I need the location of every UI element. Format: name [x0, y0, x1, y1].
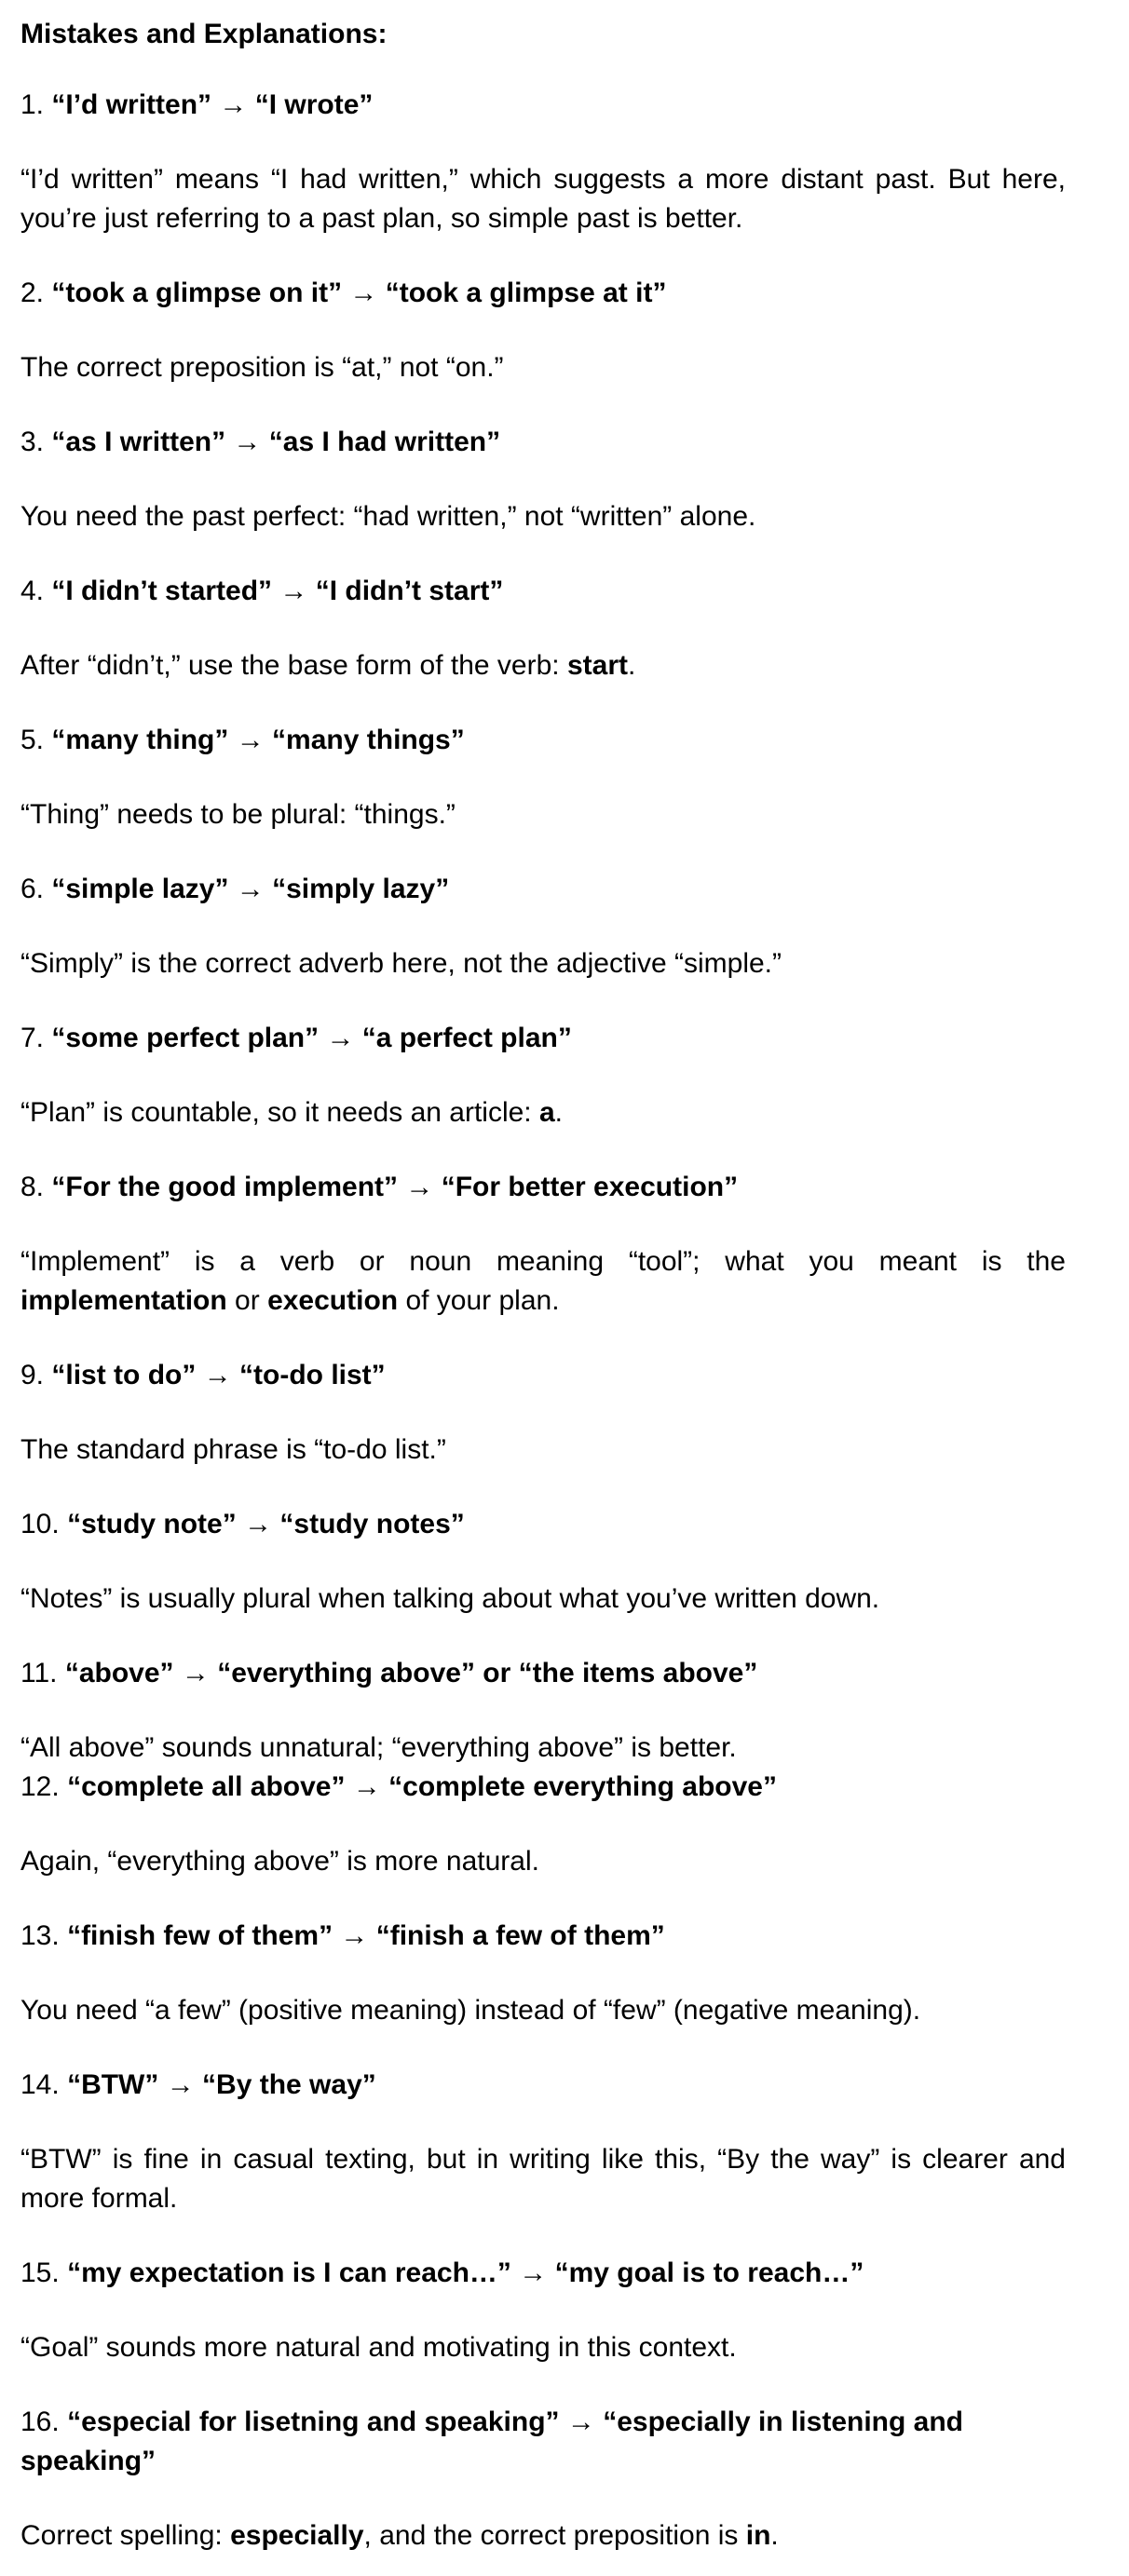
mistake-title-3	[20, 423, 1066, 462]
correction-text: “especial for lisetning and speaking” → “especially in listening and speaking”	[20, 2407, 963, 2476]
mistake-title-16	[20, 2403, 1066, 2481]
explanation-1	[20, 160, 1066, 238]
explanation-text: “Thing” needs to be plural: “things.”	[20, 799, 456, 830]
item-number: 10.	[20, 1509, 60, 1539]
explanation-text: “Goal” sounds more natural and motivating in this context.	[20, 2332, 737, 2363]
item-number: 5.	[20, 725, 45, 755]
mistake-title-13	[20, 1917, 1066, 1956]
correction-text: “complete all above” → “complete everything above”	[67, 1771, 777, 1802]
mistake-title-15	[20, 2254, 1066, 2293]
explanation-text: “Plan” is countable, so it needs an article:	[20, 1097, 539, 1128]
document-page	[0, 15, 1129, 2556]
item-number: 13.	[20, 1920, 60, 1951]
explanation-text: .	[627, 650, 636, 681]
explanation-text: .	[770, 2520, 779, 2551]
explanation-2	[20, 348, 1066, 387]
explanation-8	[20, 1242, 1066, 1321]
explanation-text: Correct spelling:	[20, 2520, 231, 2551]
page-heading: Mistakes and Explanations:	[20, 19, 388, 49]
emphasis-text: in	[745, 2520, 771, 2551]
explanation-5	[20, 795, 1066, 834]
explanation-text: You need “a few” (positive meaning) instead of “few” (negative meaning).	[20, 1995, 921, 2026]
mistakes-list	[20, 86, 1066, 2556]
correction-text: “simple lazy” → “simply lazy”	[51, 874, 450, 904]
item-number: 7.	[20, 1023, 45, 1053]
explanation-15	[20, 2328, 1066, 2367]
emphasis-text: a	[538, 1097, 555, 1128]
explanation-text: “All above” sounds unnatural; “everything above” is better.	[20, 1732, 737, 1763]
correction-text: “finish few of them” → “finish a few of them”	[67, 1920, 665, 1951]
mistake-title-12	[20, 1768, 1066, 1807]
item-number: 3.	[20, 427, 45, 457]
mistake-title-14	[20, 2066, 1066, 2105]
explanation-text: “I’d written” means “I had written,” which suggests a more distant past. But here, you’re just referring to a past plan, so simple past is better.	[20, 164, 1066, 234]
correction-text: “For the good implement” → “For better execution”	[51, 1172, 739, 1202]
emphasis-text: especially	[230, 2520, 364, 2551]
item-number: 9.	[20, 1360, 45, 1390]
explanation-9	[20, 1430, 1066, 1470]
mistake-title-9	[20, 1356, 1066, 1395]
mistake-title-11	[20, 1654, 1066, 1693]
correction-text: “many thing” → “many things”	[51, 725, 465, 755]
correction-text: “study note” → “study notes”	[67, 1509, 465, 1539]
explanation-text: of your plan.	[398, 1285, 560, 1316]
explanation-10	[20, 1579, 1066, 1619]
explanation-6	[20, 944, 1066, 983]
item-number: 1.	[20, 89, 45, 120]
explanation-text: , and the correct preposition is	[363, 2520, 746, 2551]
mistake-title-2	[20, 274, 1066, 313]
explanation-14	[20, 2140, 1066, 2218]
explanation-text: After “didn’t,” use the base form of the verb:	[20, 650, 567, 681]
mistake-title-4	[20, 572, 1066, 611]
correction-text: “took a glimpse on it” → “took a glimpse at it”	[51, 278, 667, 308]
explanation-text: Again, “everything above” is more natural.	[20, 1846, 539, 1877]
correction-text: “my expectation is I can reach…” → “my goal is to reach…”	[67, 2257, 864, 2288]
correction-text: “I’d written” → “I wrote”	[51, 89, 374, 120]
correction-text: “as I written” → “as I had written”	[51, 427, 501, 457]
explanation-text: The correct preposition is “at,” not “on.”	[20, 352, 504, 383]
correction-text: “list to do” → “to-do list”	[51, 1360, 386, 1390]
mistake-title-1	[20, 86, 1066, 125]
item-number: 15.	[20, 2257, 60, 2288]
item-number: 4.	[20, 576, 45, 606]
item-number: 8.	[20, 1172, 45, 1202]
explanation-text: .	[554, 1097, 563, 1128]
item-number: 6.	[20, 874, 45, 904]
emphasis-text: start	[566, 650, 628, 681]
explanation-text: “BTW” is fine in casual texting, but in writing like this, “By the way” is clearer and more formal.	[20, 2144, 1066, 2214]
emphasis-text: execution	[267, 1285, 399, 1316]
explanation-text: “Implement” is a verb or noun meaning “tool”; what you meant is the	[20, 1246, 1066, 1277]
explanation-13	[20, 1991, 1066, 2030]
mistake-title-5	[20, 721, 1066, 760]
correction-text: “some perfect plan” → “a perfect plan”	[51, 1023, 572, 1053]
explanation-text: The standard phrase is “to-do list.”	[20, 1434, 446, 1465]
item-number: 16.	[20, 2407, 60, 2437]
correction-text: “above” → “everything above” or “the items above”	[64, 1658, 758, 1688]
item-number: 2.	[20, 278, 45, 308]
explanation-12	[20, 1842, 1066, 1881]
explanation-11	[20, 1729, 1066, 1768]
explanation-4	[20, 646, 1066, 685]
item-number: 12.	[20, 1771, 60, 1802]
explanation-text: “Notes” is usually plural when talking about what you’ve written down.	[20, 1583, 880, 1614]
item-number: 14.	[20, 2069, 60, 2100]
explanation-text: You need the past perfect: “had written,” not “written” alone.	[20, 501, 756, 532]
item-number: 11.	[20, 1658, 58, 1688]
mistake-title-8	[20, 1168, 1066, 1207]
correction-text: “I didn’t started” → “I didn’t start”	[51, 576, 504, 606]
emphasis-text: implementation	[20, 1285, 227, 1316]
explanation-16	[20, 2516, 1066, 2556]
explanation-3	[20, 497, 1066, 536]
mistake-title-7	[20, 1019, 1066, 1058]
mistake-title-10	[20, 1505, 1066, 1544]
mistake-title-6	[20, 870, 1066, 909]
explanation-text: “Simply” is the correct adverb here, not the adjective “simple.”	[20, 948, 782, 979]
explanation-text: or	[226, 1285, 268, 1316]
correction-text: “BTW” → “By the way”	[67, 2069, 376, 2100]
explanation-7	[20, 1093, 1066, 1132]
